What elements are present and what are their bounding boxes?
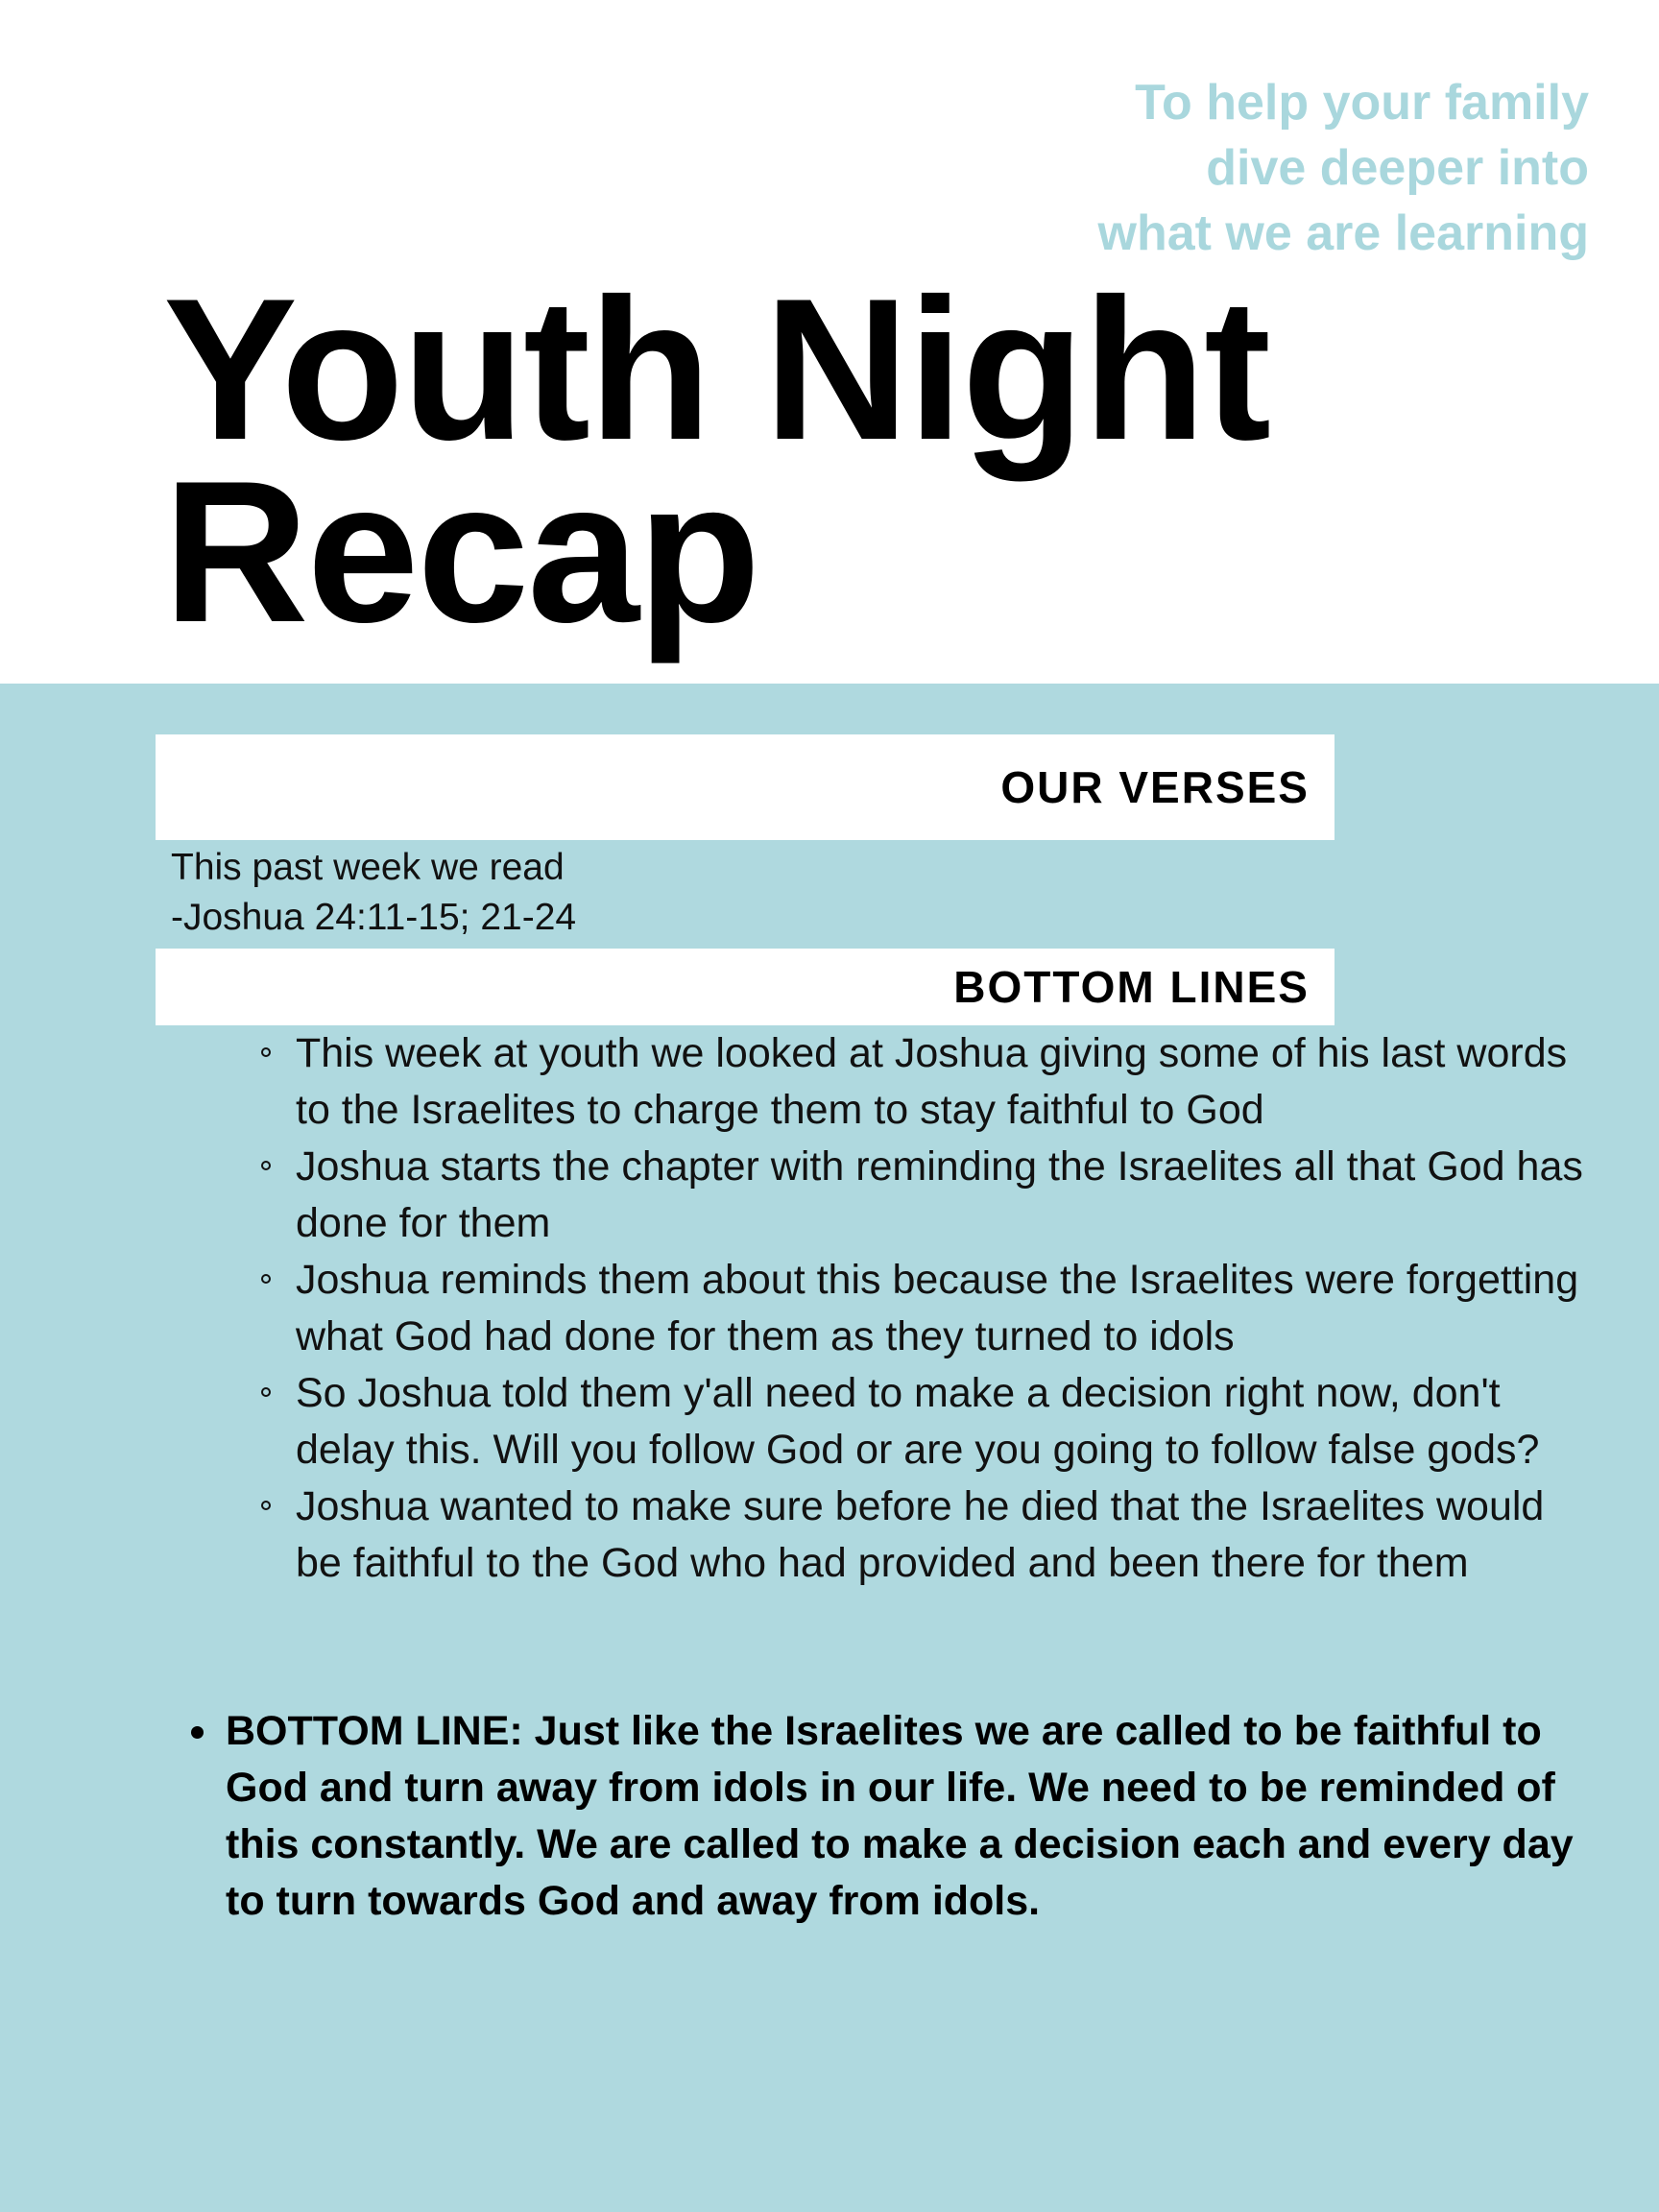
tagline-line-2: dive deeper into <box>1206 140 1589 196</box>
tagline <box>917 70 1589 266</box>
list-item-text: This week at youth we looked at Joshua giving some of his last words to the Israelites to charge them to stay faithful to God <box>296 1030 1568 1133</box>
list-item-text: So Joshua told them y'all need to make a decision right now, don't delay this. Will you follow God or are you going to follow false gods? <box>296 1370 1540 1473</box>
our-verses-heading: OUR VERSES <box>156 734 1334 840</box>
list-item-text: Joshua starts the chapter with reminding the Israelites all that God has done for them <box>296 1143 1583 1246</box>
title-line-1: Youth Night <box>163 256 1270 482</box>
page-title <box>163 256 1270 664</box>
dot-bullet-icon <box>191 1726 204 1739</box>
list-item <box>261 1139 1586 1252</box>
circle-bullet-icon <box>261 1387 271 1397</box>
bottom-line-summary <box>187 1703 1589 1930</box>
list-item <box>261 1252 1586 1365</box>
bottom-line-item <box>187 1703 1589 1930</box>
verses-text <box>171 843 576 943</box>
title-line-2: Recap <box>163 439 759 664</box>
tagline-line-1: To help your family <box>1135 75 1589 131</box>
tagline-line-3: what we are learning <box>1097 205 1589 261</box>
circle-bullet-icon <box>261 1161 271 1170</box>
bottom-lines-heading: BOTTOM LINES <box>156 949 1334 1025</box>
list-item <box>261 1025 1586 1139</box>
list-item-text: Joshua reminds them about this because the Israelites were forgetting what God had done for them as they turned to idols <box>296 1257 1579 1359</box>
circle-bullet-icon <box>261 1047 271 1057</box>
list-item <box>261 1365 1586 1479</box>
bottom-line-text: BOTTOM LINE: Just like the Israelites we are called to be faithful to God and turn away from idols in our life. We need to be reminded of this constantly. We are called to make a decision each and every day to turn towards God and away from idols. <box>226 1708 1574 1924</box>
verses-reference: -Joshua 24:11-15; 21-24 <box>171 897 577 938</box>
list-item <box>261 1479 1586 1592</box>
circle-bullet-icon <box>261 1501 271 1510</box>
verses-intro: This past week we read <box>171 847 565 888</box>
circle-bullet-icon <box>261 1274 271 1284</box>
bottom-lines-list <box>261 1025 1586 1592</box>
list-item-text: Joshua wanted to make sure before he died that the Israelites would be faithful to the God who had provided and been there for them <box>296 1483 1545 1586</box>
